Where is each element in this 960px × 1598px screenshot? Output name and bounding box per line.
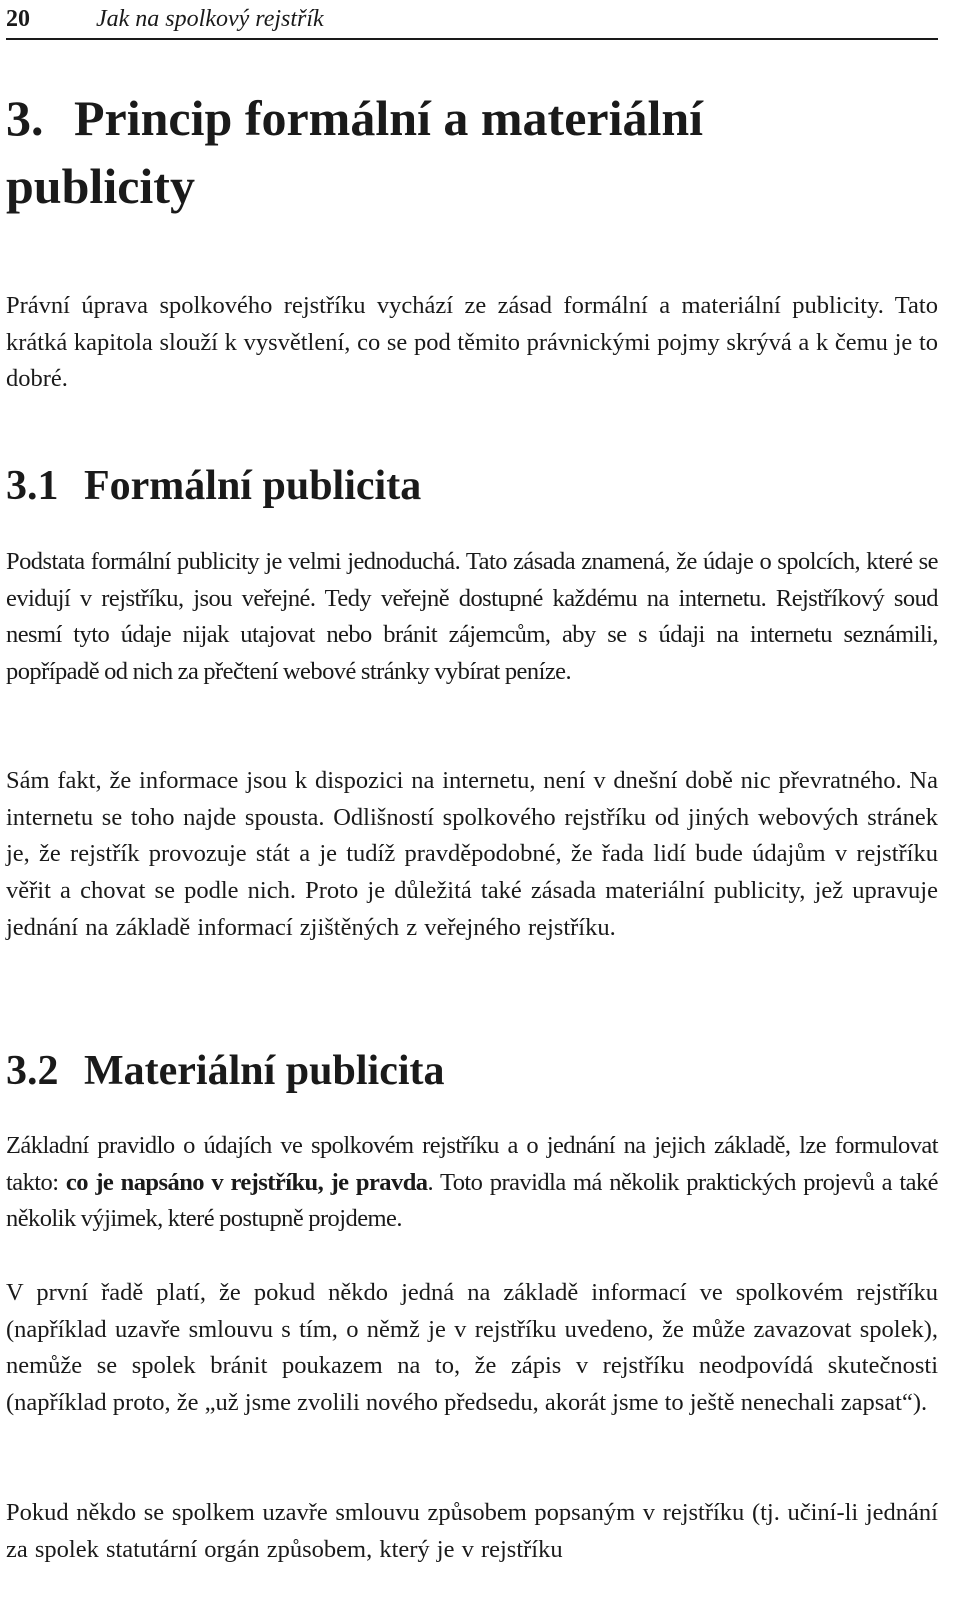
section-number-material: 3.2 <box>6 1048 59 1094</box>
rule-lead-text: Základní pravidlo o údajích ve spolkovém rejstříku a o jednání na jejich základě, lze formulovat takto: <box>6 1132 938 1196</box>
chapter-number: 3. <box>6 90 44 146</box>
rule-bold-text: co je napsáno v rejstříku, je pravda <box>65 1168 428 1196</box>
rule-trailing-text: . Toto pravidla má několik praktických projevů a také několik výjimek, které postupně projdeme. <box>6 1168 939 1233</box>
section-heading-material <box>6 1045 445 1097</box>
material-paragraph-1 <box>6 1128 938 1238</box>
section-heading-formal <box>6 460 421 512</box>
section-title-formal: Formální publicita <box>84 463 422 509</box>
formal-paragraph-1: Podstata formální publicity je velmi jednoduchá. Tato zásada znamená, že údaje o spolcích, které se evidují v rejstříku, jsou veřejné. Tedy veřejně dostupné každému na internetu. Rejstříkový soud nesmí tyto údaje nijak utajovat nebo bránit zájemcům, aby se s údaji na internetu seznámili, popřípadě od nich za přečtení webové stránky vybírat peníze. <box>6 548 938 686</box>
material-paragraph-3: Pokud někdo se spolkem uzavře smlouvu způsobem popsaným v rejstříku (tj. učiní-li jednání za spolek statutární orgán způsobem, který je v rejstříku <box>6 1499 938 1563</box>
chapter-heading <box>6 84 866 220</box>
running-title: Jak na spolkový rejstřík <box>96 5 324 32</box>
material-paragraph-2: V první řadě platí, že pokud někdo jedná na základě informací ve spolkovém rejstříku (například uzavře smlouvu s tím, o němž je v rejstříku uvedeno, že může zavazovat spolek), nemůže se spolek bránit poukazem na to, že zápis v rejstříku neodpovídá skutečnosti (například proto, že „už jsme zvolili nového předsedu, akorát jsme to ještě nenechali zapsat“). <box>6 1279 938 1417</box>
section-title-material: Materiální publicita <box>84 1048 445 1094</box>
page-number: 20 <box>6 5 30 32</box>
formal-paragraph-2: Sám fakt, že informace jsou k dispozici na internetu, není v dnešní době nic převratného. Na internetu se toho najde spousta. Odlišností spolkového rejstříku od jiných webových stránek je, že rejstřík provozuje stát a je tudíž pravděpodobné, že řada lidí bude údajům v rejstříku věřit a chovat se podle nich. Proto je důležitá také zásada materiální publicity, jež upravuje jednání na základě informací zjištěných z veřejného rejstříku. <box>6 767 938 941</box>
intro-paragraph: Právní úprava spolkového rejstříku vychází ze zásad formální a materiální publicity. Tato krátká kapitola slouží k vysvětlení, co se pod těmito právnickými pojmy skrývá a k čemu je to dobré. <box>6 292 938 393</box>
chapter-title: Princip formální a materiální publicity <box>6 90 704 214</box>
running-header <box>6 0 938 40</box>
section-number-formal: 3.1 <box>6 463 59 509</box>
